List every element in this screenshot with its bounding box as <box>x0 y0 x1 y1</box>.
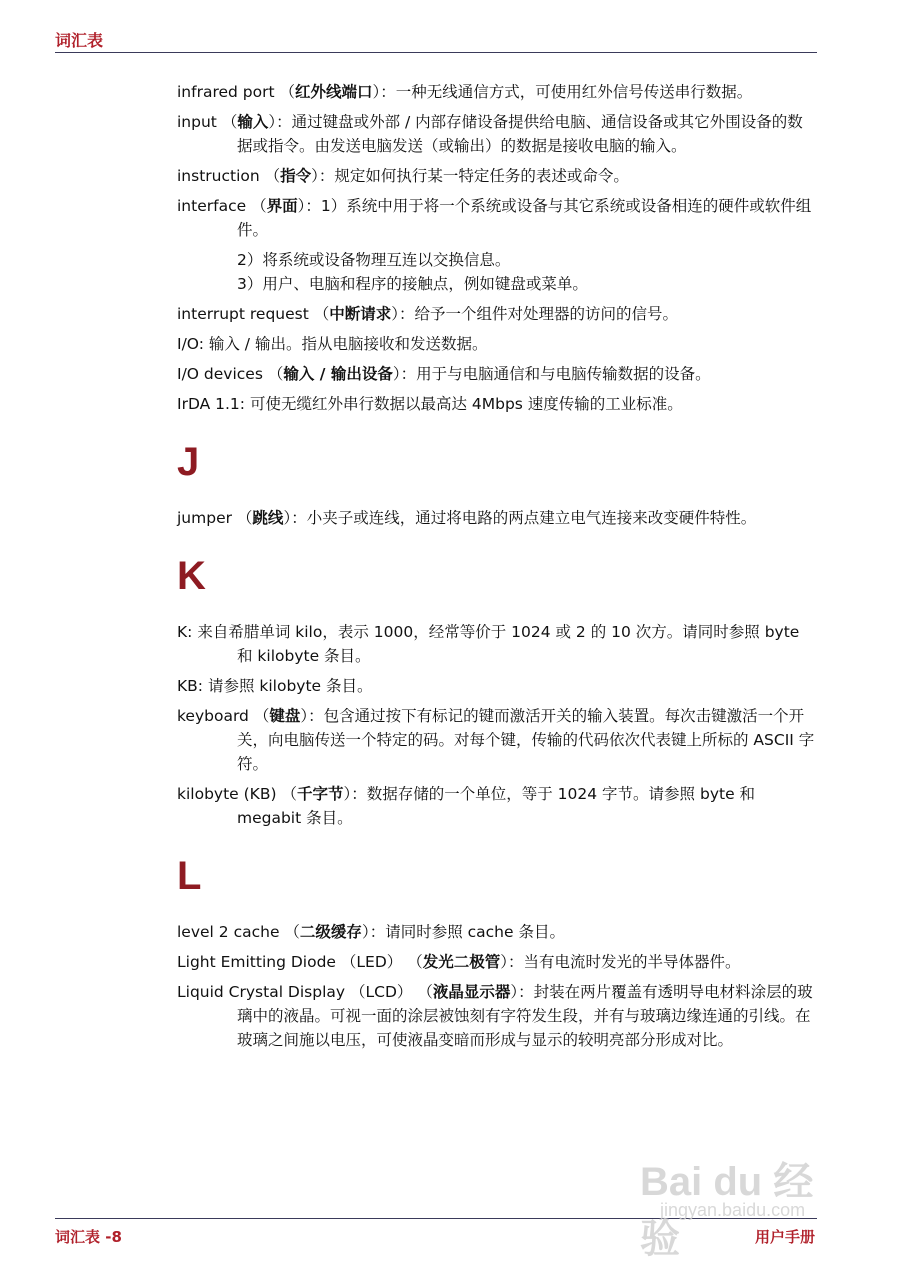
entry-definition: ：1）系统中用于将一个系统或设备与其它系统或设备相连的硬件或软件组件。 <box>237 197 812 239</box>
entry-term: interrupt request <box>177 305 314 323</box>
entry-definition: ：封装在两片覆盖有透明导电材料涂层的玻璃中的液晶。可视一面的涂层被蚀刻有字符发生段，并有与玻璃边缘连通的引线。在玻璃之间施以电压，可使液晶变暗而形成与显示的较明亮部分形成对比。 <box>237 983 813 1049</box>
glossary-entry: kilobyte (KB) （千字节）：数据存储的一个单位，等于 1024 字节。请参照 byte 和 megabit 条目。 <box>177 785 756 827</box>
entry-term-chinese: 指令 <box>280 167 312 185</box>
glossary-entry: Light Emitting Diode （LED） （发光二极管）：当有电流时发光的半导体器件。 <box>177 953 741 971</box>
entry-term: instruction <box>177 167 265 185</box>
entry-term: Liquid Crystal Display （LCD） <box>177 983 418 1001</box>
entry-term: KB: <box>177 677 208 695</box>
glossary-entry: level 2 cache （二级缓存）：请同时参照 cache 条目。 <box>177 923 565 941</box>
header-divider <box>55 52 817 53</box>
entry-definition: ：包含通过按下有标记的键而激活开关的输入装置。每次击键激活一个开关，向电脑传送一个特定的码。对每个键，传输的代码依次代表键上所标的 ASCII 字符。 <box>237 707 815 773</box>
watermark-text: Bai du 经验 <box>640 1160 814 1261</box>
glossary-group-j <box>177 506 817 530</box>
entry-term: input <box>177 113 222 131</box>
entry-term: I/O: <box>177 335 209 353</box>
entry-term-chinese: 二级缓存 <box>299 923 362 941</box>
glossary-entry <box>177 392 817 416</box>
glossary-entry: jumper （跳线）：小夹子或连线，通过将电路的两点建立电气连接来改变硬件特性。 <box>177 509 757 527</box>
glossary-group-l <box>177 920 817 1052</box>
entry-term-chinese: 千字节 <box>296 785 344 803</box>
entry-term-chinese: 红外线端口 <box>295 83 373 101</box>
glossary-entry <box>177 332 817 356</box>
entry-definition: ：小夹子或连线，通过将电路的两点建立电气连接来改变硬件特性。 <box>291 509 757 527</box>
entry-term-chinese: 跳线 <box>252 509 284 527</box>
glossary-entry: Liquid Crystal Display （LCD） （液晶显示器）：封装在两片覆盖有透明导电材料涂层的玻璃中的液晶。可视一面的涂层被蚀刻有字符发生段，并有与玻璃边缘连通的引线。在玻璃之间施以电压，可使液晶变暗而形成与显示的较明亮部分形成对比。 <box>177 983 813 1049</box>
glossary-entry <box>177 674 817 698</box>
entry-term-chinese: 输入 <box>237 113 269 131</box>
glossary-entry: input （输入）：通过键盘或外部 / 内部存储设备提供给电脑、通信设备或其它外围设备的数据或指令。由发送电脑发送（或输出）的数据是接收电脑的输入。 <box>177 113 803 155</box>
glossary-entry <box>177 620 817 668</box>
glossary-entry: I/O devices （输入 / 输出设备）：用于与电脑通信和与电脑传输数据的设备。 <box>177 365 711 383</box>
footer-page-label: 词汇表 -8 <box>55 1228 122 1246</box>
entry-term-chinese: 输入 / 输出设备 <box>283 365 393 383</box>
entry-definition: 输入 / 输出。指从电脑接收和发送数据。 <box>208 335 488 353</box>
glossary-entry: instruction （指令）：规定如何执行某一特定任务的表述或命令。 <box>177 167 629 185</box>
entry-term: IrDA 1.1: <box>177 395 250 413</box>
section-letter-k: K <box>177 554 206 598</box>
glossary-group-i <box>177 80 817 416</box>
entry-term: infrared port <box>177 83 280 101</box>
entry-term-chinese: 中断请求 <box>329 305 392 323</box>
entry-term: keyboard <box>177 707 254 725</box>
entry-term-chinese: 发光二极管 <box>422 953 501 971</box>
entry-sub-definition: 2）将系统或设备物理互连以交换信息。 <box>237 251 511 269</box>
entry-definition: 可使无缆红外串行数据以最高达 4Mbps 速度传输的工业标准。 <box>249 395 683 413</box>
entry-definition: ：当有电流时发光的半导体器件。 <box>507 953 741 971</box>
watermark-url: jingyan.baidu.com <box>660 1200 806 1220</box>
section-letter-j: J <box>177 440 200 484</box>
entry-definition: ：用于与电脑通信和与电脑传输数据的设备。 <box>400 365 711 383</box>
glossary-entry: interface （界面）：1）系统中用于将一个系统或设备与其它系统或设备相连的硬件或软件组件。 <box>177 197 812 239</box>
entry-term: I/O devices <box>177 365 268 383</box>
entry-term-chinese: 液晶显示器 <box>432 983 511 1001</box>
entry-term: Light Emitting Diode （LED） <box>177 953 408 971</box>
glossary-content <box>177 80 817 1058</box>
entry-definition: ：通过键盘或外部 / 内部存储设备提供给电脑、通信设备或其它外围设备的数据或指令。由发送电脑发送（或输出）的数据是接收电脑的输入。 <box>237 113 803 155</box>
glossary-entry: interrupt request （中断请求）：给予一个组件对处理器的访问的信号。 <box>177 305 679 323</box>
entry-sub-definition: 3）用户、电脑和程序的接触点，例如键盘或菜单。 <box>237 275 588 293</box>
entry-definition: ：给予一个组件对处理器的访问的信号。 <box>399 305 679 323</box>
entry-definition: ：规定如何执行某一特定任务的表述或命令。 <box>318 167 629 185</box>
entry-definition: ：一种无线通信方式，可使用红外信号传送串行数据。 <box>380 83 753 101</box>
entry-definition: ：数据存储的一个单位，等于 1024 字节。请参照 byte 和 megabit 条目。 <box>237 785 756 827</box>
glossary-entry: keyboard （键盘）：包含通过按下有标记的键而激活开关的输入装置。每次击键激活一个开关，向电脑传送一个特定的码。对每个键，传输的代码依次代表键上所标的 ASCII 字符。 <box>177 707 815 773</box>
footer-manual-title: 用户手册 <box>754 1228 815 1246</box>
entry-term-chinese: 界面 <box>266 197 298 215</box>
glossary-group-k <box>177 620 817 830</box>
entry-term-chinese: 键盘 <box>269 707 301 725</box>
entry-term: level 2 cache <box>177 923 285 941</box>
entry-term: interface <box>177 197 252 215</box>
entry-term: kilobyte (KB) <box>177 785 282 803</box>
entry-term: jumper <box>177 509 237 527</box>
entry-definition: ：请同时参照 cache 条目。 <box>369 923 565 941</box>
page-header-title: 词汇表 <box>55 31 104 50</box>
entry-definition: 请参照 kilobyte 条目。 <box>207 677 373 695</box>
glossary-entry: infrared port （红外线端口）：一种无线通信方式，可使用红外信号传送串行数据。 <box>177 83 753 101</box>
entry-term: K: <box>177 623 198 641</box>
entry-definition: 来自希腊单词 kilo，表示 1000，经常等价于 1024 或 2 的 10 次方。请同时参照 byte 和 kilobyte 条目。 <box>197 623 800 665</box>
section-letter-l: L <box>177 854 202 898</box>
